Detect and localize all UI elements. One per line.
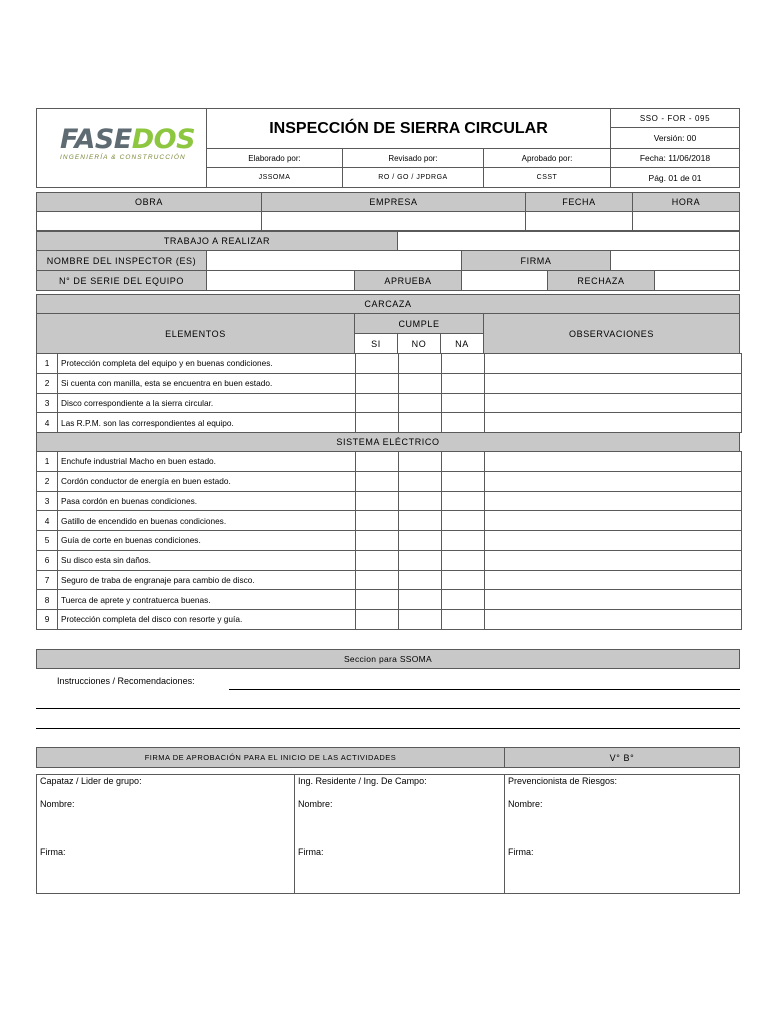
trabajo-label: TRABAJO A REALIZAR (36, 231, 398, 251)
no-cell[interactable] (399, 590, 442, 610)
table-row (37, 393, 742, 413)
vb-header: V° B° (504, 747, 740, 768)
na-cell[interactable] (442, 413, 485, 433)
item-description: Protección completa del disco con resorte y guía. (58, 610, 356, 630)
na-cell[interactable] (442, 452, 485, 472)
observaciones-cell[interactable] (485, 393, 742, 413)
no-cell[interactable] (399, 393, 442, 413)
table-row (37, 610, 742, 630)
observaciones-cell[interactable] (485, 531, 742, 551)
firma-field[interactable] (610, 250, 740, 271)
observaciones-cell[interactable] (485, 491, 742, 511)
table-row (37, 550, 742, 570)
si-cell[interactable] (356, 531, 399, 551)
rechaza-field[interactable] (654, 270, 740, 291)
instructions-label: Instrucciones / Recomendaciones: (57, 676, 195, 686)
item-description: Si cuenta con manilla, esta se encuentra en buen estado. (58, 373, 356, 393)
table-row (37, 491, 742, 511)
carcaza-title: CARCAZA (36, 294, 740, 314)
observaciones-cell[interactable] (485, 413, 742, 433)
instructions-line-1[interactable] (229, 689, 740, 690)
approval-col-prevencionista (504, 774, 740, 894)
na-cell[interactable] (442, 531, 485, 551)
no-cell[interactable] (399, 511, 442, 531)
electrico-table (36, 451, 742, 630)
item-description: Enchufe industrial Macho en buen estado. (58, 452, 356, 472)
no-cell[interactable] (399, 570, 442, 590)
empresa-field[interactable] (261, 211, 526, 231)
empresa-label: EMPRESA (261, 192, 526, 212)
no-cell[interactable] (399, 354, 442, 374)
si-cell[interactable] (356, 373, 399, 393)
item-number: 3 (37, 393, 58, 413)
revisado-value: RO / GO / JPDRGA (342, 167, 484, 188)
item-number: 5 (37, 531, 58, 551)
company-logo (60, 126, 200, 170)
obra-label: OBRA (36, 192, 262, 212)
observaciones-cell[interactable] (485, 610, 742, 630)
item-description: Protección completa del equipo y en buenas condiciones. (58, 354, 356, 374)
ingeniero-firma[interactable]: Firma: (298, 847, 324, 857)
no-cell[interactable] (399, 373, 442, 393)
serie-label: N° DE SERIE DEL EQUIPO (36, 270, 207, 291)
na-cell[interactable] (442, 354, 485, 374)
form-version: Versión: 00 (610, 127, 740, 149)
table-row (37, 471, 742, 491)
na-cell[interactable] (442, 610, 485, 630)
si-cell[interactable] (356, 452, 399, 472)
table-row (37, 413, 742, 433)
aprobado-label: Aprobado por: (483, 148, 611, 168)
prevencionista-firma[interactable]: Firma: (508, 847, 534, 857)
rechaza-label: RECHAZA (547, 270, 655, 291)
fecha-field[interactable] (525, 211, 633, 231)
logo-part1: FASE (60, 124, 132, 155)
item-description: Su disco esta sin daños. (58, 550, 356, 570)
aprobado-value: CSST (483, 167, 611, 188)
observaciones-cell[interactable] (485, 471, 742, 491)
table-row (37, 373, 742, 393)
no-cell[interactable] (399, 491, 442, 511)
item-description: Disco correspondiente a la sierra circular. (58, 393, 356, 413)
si-cell[interactable] (356, 590, 399, 610)
si-cell[interactable] (356, 413, 399, 433)
elaborado-value: JSSOMA (206, 167, 343, 188)
no-cell[interactable] (399, 452, 442, 472)
na-cell[interactable] (442, 393, 485, 413)
capataz-title: Capataz / Lider de grupo: (40, 776, 142, 786)
no-header: NO (397, 333, 441, 354)
item-number: 2 (37, 373, 58, 393)
elaborado-label: Elaborado por: (206, 148, 343, 168)
item-description: Guía de corte en buenas condiciones. (58, 531, 356, 551)
observaciones-header: OBSERVACIONES (483, 313, 740, 354)
item-description: Gatillo de encendido en buenas condiciones. (58, 511, 356, 531)
na-cell[interactable] (442, 491, 485, 511)
fecha-label: FECHA (525, 192, 633, 212)
instructions-line-3[interactable] (36, 728, 740, 729)
instructions-line-2[interactable] (36, 708, 740, 709)
approval-title: FIRMA DE APROBACIÓN PARA EL INICIO DE LAS ACTIVIDADES (36, 747, 505, 768)
capataz-firma[interactable]: Firma: (40, 847, 66, 857)
trabajo-field[interactable] (397, 231, 740, 251)
logo-part2: DOS (131, 124, 196, 155)
form-page: Pág. 01 de 01 (610, 167, 740, 188)
observaciones-cell[interactable] (485, 354, 742, 374)
item-description: Tuerca de aprete y contratuerca buenas. (58, 590, 356, 610)
approval-col-capataz (36, 774, 295, 894)
obra-field[interactable] (36, 211, 262, 231)
item-number: 2 (37, 471, 58, 491)
na-cell[interactable] (442, 590, 485, 610)
form-date: Fecha: 11/06/2018 (610, 148, 740, 168)
si-cell[interactable] (356, 550, 399, 570)
prevencionista-nombre[interactable]: Nombre: (508, 799, 543, 809)
observaciones-cell[interactable] (485, 590, 742, 610)
si-cell[interactable] (356, 610, 399, 630)
item-number: 8 (37, 590, 58, 610)
form-code: SSO - FOR - 095 (610, 108, 740, 128)
si-header: SI (354, 333, 398, 354)
form-title: INSPECCIÓN DE SIERRA CIRCULAR (206, 108, 611, 149)
item-description: Pasa cordón en buenas condiciones. (58, 491, 356, 511)
observaciones-cell[interactable] (485, 550, 742, 570)
si-cell[interactable] (356, 491, 399, 511)
ingeniero-nombre[interactable]: Nombre: (298, 799, 333, 809)
table-row (37, 511, 742, 531)
item-number: 1 (37, 354, 58, 374)
item-number: 7 (37, 570, 58, 590)
table-row (37, 354, 742, 374)
observaciones-cell[interactable] (485, 570, 742, 590)
item-number: 9 (37, 610, 58, 630)
si-cell[interactable] (356, 511, 399, 531)
capataz-nombre[interactable]: Nombre: (40, 799, 75, 809)
item-number: 1 (37, 452, 58, 472)
observaciones-cell[interactable] (485, 373, 742, 393)
na-cell[interactable] (442, 471, 485, 491)
ingeniero-title: Ing. Residente / Ing. De Campo: (298, 776, 427, 786)
serie-field[interactable] (206, 270, 355, 291)
no-cell[interactable] (399, 413, 442, 433)
observaciones-cell[interactable] (485, 452, 742, 472)
na-cell[interactable] (442, 550, 485, 570)
item-number: 4 (37, 511, 58, 531)
no-cell[interactable] (399, 471, 442, 491)
carcaza-table (36, 353, 742, 433)
no-cell[interactable] (399, 550, 442, 570)
na-cell[interactable] (442, 373, 485, 393)
si-cell[interactable] (356, 471, 399, 491)
aprueba-label: APRUEBA (354, 270, 462, 291)
revisado-label: Revisado por: (342, 148, 484, 168)
na-cell[interactable] (442, 570, 485, 590)
item-number: 4 (37, 413, 58, 433)
table-row (37, 452, 742, 472)
na-cell[interactable] (442, 511, 485, 531)
aprueba-field[interactable] (461, 270, 548, 291)
ssoma-title: Seccion para SSOMA (36, 649, 740, 669)
table-row (37, 531, 742, 551)
approval-col-ingeniero (294, 774, 505, 894)
firma-label: FIRMA (461, 250, 611, 271)
item-number: 6 (37, 550, 58, 570)
hora-field[interactable] (632, 211, 740, 231)
logo-tagline: INGENIERÍA & CONSTRUCCIÓN (60, 154, 186, 161)
inspector-label: NOMBRE DEL INSPECTOR (ES) (36, 250, 207, 271)
na-header: NA (440, 333, 484, 354)
prevencionista-title: Prevencionista de Riesgos: (508, 776, 618, 786)
item-description: Cordón conductor de energía en buen estado. (58, 471, 356, 491)
hora-label: HORA (632, 192, 740, 212)
no-cell[interactable] (399, 531, 442, 551)
cumple-header: CUMPLE (354, 313, 484, 334)
observaciones-cell[interactable] (485, 511, 742, 531)
electrico-title: SISTEMA ELÉCTRICO (36, 432, 740, 452)
table-row (37, 570, 742, 590)
item-description: Las R.P.M. son las correspondientes al equipo. (58, 413, 356, 433)
item-description: Seguro de traba de engranaje para cambio de disco. (58, 570, 356, 590)
si-cell[interactable] (356, 570, 399, 590)
elementos-header: ELEMENTOS (36, 313, 355, 354)
inspector-field[interactable] (206, 250, 462, 271)
no-cell[interactable] (399, 610, 442, 630)
item-number: 3 (37, 491, 58, 511)
si-cell[interactable] (356, 393, 399, 413)
table-row (37, 590, 742, 610)
si-cell[interactable] (356, 354, 399, 374)
